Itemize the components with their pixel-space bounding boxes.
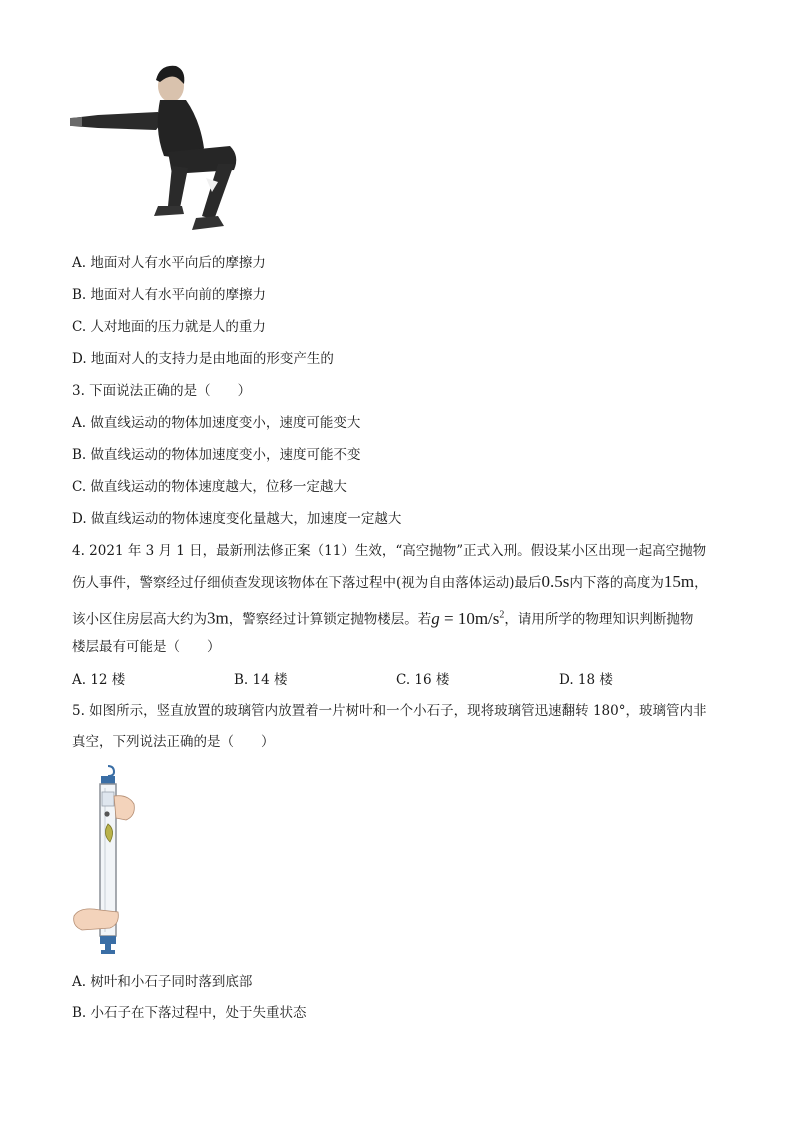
q4-option-c: C. 16 楼 — [396, 672, 450, 688]
q4-line2-text-a: 伤人事件，警察经过仔细侦查发现该物体在下落过程中(视为自由落体运动)最后 — [72, 575, 542, 591]
q4-options — [72, 668, 712, 688]
q3-option-d: D. 做直线运动的物体速度变化量越大，加速度一定越大 — [72, 511, 402, 527]
q4-line3-text-b: ，警察经过计算锁定抛物楼层。若 — [228, 611, 432, 628]
q5-line-2: 真空，下列说法正确的是（ ） — [72, 734, 275, 750]
q4-line-1: 4. 2021 年 3 月 1 日，最新刑法修正案（11）生效，“高空抛物”正式入刑。假设某小区出现一起高空抛物 — [72, 543, 707, 559]
q4-line-4: 楼层最有可能是（ ） — [72, 639, 221, 655]
q4-g-symbol: g — [431, 608, 440, 628]
q4-g-value: = 10m/s — [439, 608, 500, 628]
q4-option-a: A. 12 楼 — [72, 672, 126, 688]
q4-line3-text-c: ，请用所学的物理知识判断抛物 — [504, 611, 694, 628]
q5-line-1: 5. 如图所示，竖直放置的玻璃管内放置着一片树叶和一个小石子，现将玻璃管迅速翻转 180°，玻璃管内非 — [72, 703, 707, 719]
q2-option-b: B. 地面对人有水平向前的摩擦力 — [72, 287, 267, 303]
q4-option-d: D. 18 楼 — [559, 672, 613, 688]
q4-line2-text-c: ， — [694, 575, 708, 591]
q4-time-value: 0.5s — [541, 572, 570, 591]
glass-tube-figure — [70, 764, 150, 964]
q3-option-c: C. 做直线运动的物体速度越大，位移一定越大 — [72, 479, 347, 495]
q4-option-b: B. 14 楼 — [234, 672, 288, 688]
q5-option-a: A. 树叶和小石子同时落到底部 — [72, 974, 253, 990]
q4-height-value: 15m — [663, 572, 695, 591]
q2-option-a: A. 地面对人有水平向后的摩擦力 — [72, 255, 266, 271]
q4-g-exponent: 2 — [499, 609, 505, 620]
squat-person-figure — [68, 60, 248, 250]
q4-line-2 — [72, 572, 708, 593]
q4-floor-height-value: 3m — [207, 608, 229, 628]
q4-line-3 — [72, 605, 693, 630]
q3-option-a: A. 做直线运动的物体加速度变小，速度可能变大 — [72, 415, 361, 431]
q5-option-b: B. 小石子在下落过程中，处于失重状态 — [72, 1005, 307, 1021]
q3-option-b: B. 做直线运动的物体加速度变小，速度可能不变 — [72, 447, 361, 463]
q3-stem: 3. 下面说法正确的是（ ） — [72, 383, 252, 399]
q4-line3-text-a: 该小区住房层高大约为 — [72, 611, 207, 628]
q4-line2-text-b: 内下落的高度为 — [569, 575, 664, 591]
q2-option-d: D. 地面对人的支持力是由地面的形变产生的 — [72, 351, 334, 367]
q2-option-c: C. 人对地面的压力就是人的重力 — [72, 319, 266, 335]
